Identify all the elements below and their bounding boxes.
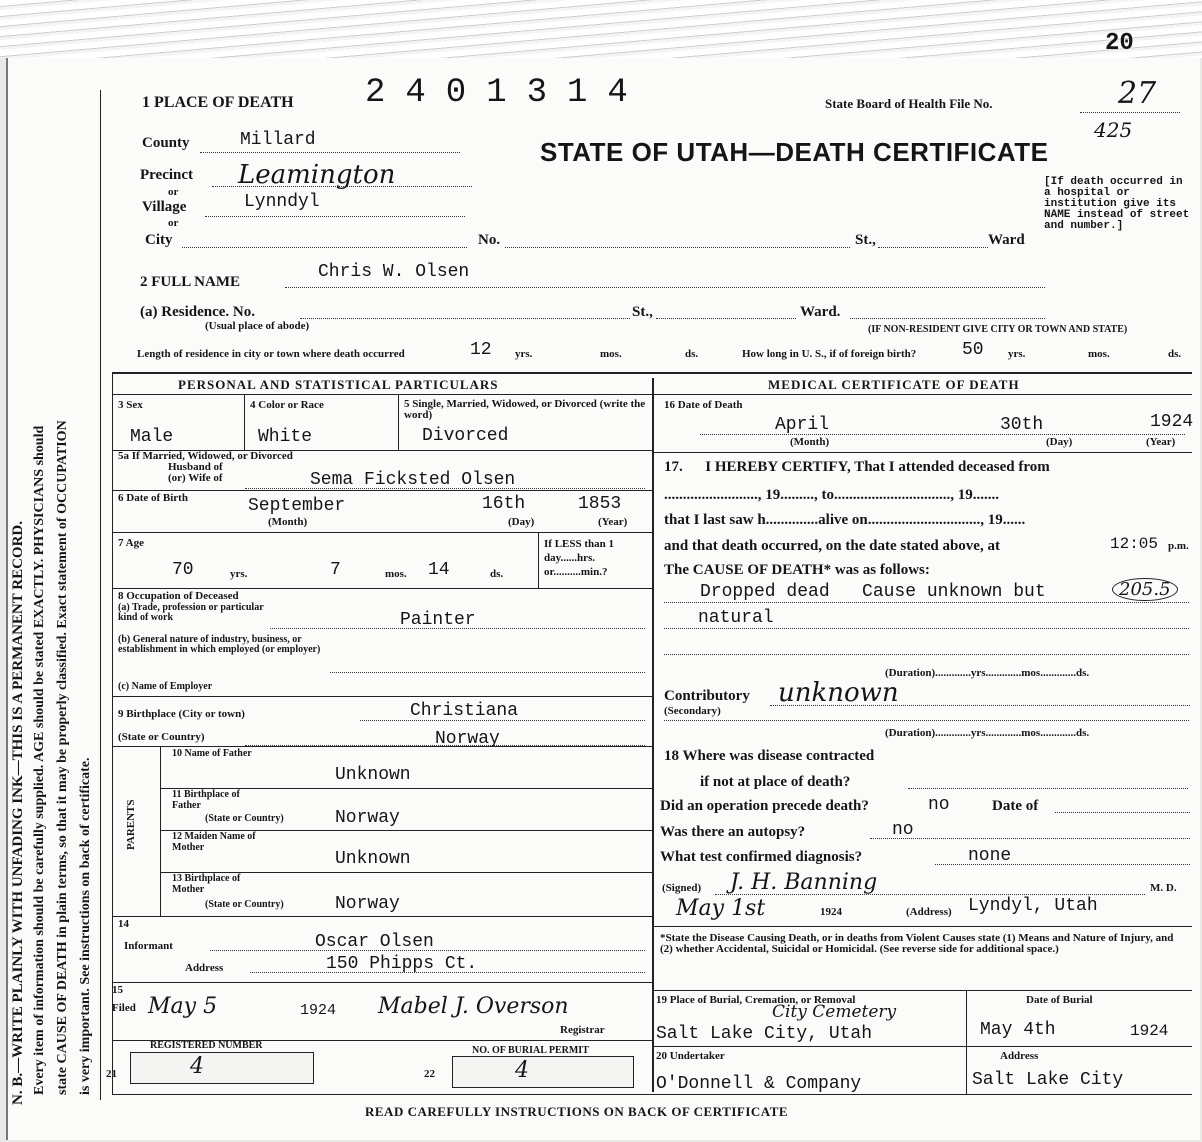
operation-value: no <box>928 795 950 815</box>
birth-country: Norway <box>435 729 500 749</box>
informant-address: 150 Phipps Ct. <box>326 954 478 974</box>
full-name-value: Chris W. Olsen <box>318 262 470 282</box>
death-month: April <box>775 415 830 435</box>
color-value: White <box>258 427 313 447</box>
death-year: 1924 <box>1150 412 1194 432</box>
contributory-value: unknown <box>778 678 899 708</box>
parents-label: PARENTS <box>125 799 137 850</box>
death-day: 30th <box>1000 415 1044 435</box>
cause-code: 205.5 <box>1112 578 1178 601</box>
personal-heading: PERSONAL AND STATISTICAL PARTICULARS <box>178 377 499 392</box>
burial-permit-number: 4 <box>515 1058 529 1083</box>
age-years: 70 <box>172 560 194 580</box>
undertaker-value: O'Donnell & Company <box>656 1074 862 1094</box>
father-birthplace: Norway <box>335 808 400 828</box>
file-no-2: 425 <box>1094 118 1133 142</box>
burial-year: 1924 <box>1130 1022 1169 1040</box>
file-no-label: State Board of Health File No. <box>825 96 993 111</box>
residence-years: 12 <box>470 340 492 360</box>
hospital-note: [If death occurred in a hospital or institution give its NAME instead of street and number.] <box>1044 176 1190 232</box>
full-name-label: 2 FULL NAME <box>140 274 241 290</box>
birth-city: Christiana <box>410 701 519 721</box>
certificate-number: 2401314 <box>365 74 648 112</box>
undertaker-address: Salt Lake City <box>972 1070 1124 1090</box>
precinct-label: Precinct <box>140 167 194 183</box>
us-years: 50 <box>962 340 984 360</box>
physician-signature: J. H. Banning <box>730 870 878 895</box>
filed-year: 1924 <box>300 1002 337 1019</box>
medical-heading: MEDICAL CERTIFICATE OF DEATH <box>768 377 1020 392</box>
county-value: Millard <box>240 130 316 150</box>
signed-date: May 1st <box>676 896 766 921</box>
dob-day: 16th <box>482 494 526 514</box>
test-value: none <box>968 846 1012 866</box>
burial-place: Salt Lake City, Utah <box>656 1024 873 1044</box>
side-rule <box>100 90 101 1100</box>
county-label: County <box>142 135 190 151</box>
time-of-death: 12:05 <box>1110 535 1159 553</box>
father-value: Unknown <box>335 765 411 785</box>
informant-value: Oscar Olsen <box>315 932 434 952</box>
autopsy-value: no <box>892 820 914 840</box>
city-label: City <box>145 232 173 248</box>
dob-month: September <box>248 496 346 516</box>
cause-line-2: natural <box>698 608 774 628</box>
spouse-value: Sema Ficksted Olsen <box>310 470 516 490</box>
cause-line-1: Dropped dead Cause unknown but <box>700 582 1046 602</box>
top-page-number: 20 <box>1105 30 1134 57</box>
physician-address: Lyndyl, Utah <box>968 896 1098 916</box>
age-days: 14 <box>428 560 450 580</box>
mother-value: Unknown <box>335 849 411 869</box>
village-value: Lynndyl <box>244 192 320 212</box>
marital-value: Divorced <box>422 426 509 446</box>
burial-date: May 4th <box>980 1020 1056 1040</box>
sex-value: Male <box>130 427 174 447</box>
registrar-signature: Mabel J. Overson <box>378 994 569 1019</box>
village-label: Village <box>142 199 187 215</box>
precinct-value: Leamington <box>238 160 396 190</box>
footer-instructions: READ CAREFULLY INSTRUCTIONS ON BACK OF CERTIFICATE <box>365 1104 789 1119</box>
burial-handwritten: City Cemetery <box>772 1002 897 1022</box>
stacked-pages-strip <box>0 0 1202 58</box>
place-of-death-label: 1 PLACE OF DEATH <box>142 94 294 111</box>
file-no: 27 <box>1118 76 1157 111</box>
dob-year: 1853 <box>578 494 622 514</box>
occupation-value: Painter <box>400 610 476 630</box>
certificate-title: STATE OF UTAH—DEATH CERTIFICATE <box>540 137 1049 167</box>
cause-note: *State the Disease Causing Death, or in deaths from Violent Causes state (1) Means and Nature of Injury, and (2) whether Accidental, Suicidal or Homicidal. (See reverse side for additional space.) <box>660 932 1174 955</box>
filed-date: May 5 <box>148 994 218 1019</box>
registered-number: 4 <box>190 1054 204 1079</box>
mother-birthplace: Norway <box>335 894 400 914</box>
age-months: 7 <box>330 560 341 580</box>
